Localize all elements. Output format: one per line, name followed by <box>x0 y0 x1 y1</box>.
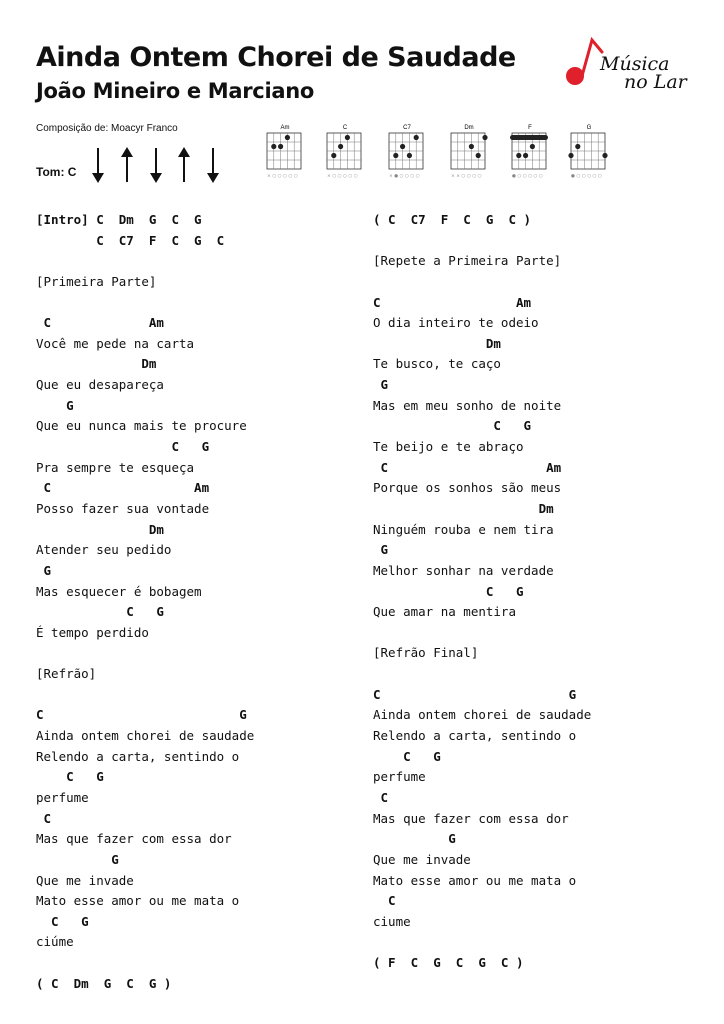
chord-diagram-c7 <box>384 122 430 182</box>
blank-line <box>36 685 254 706</box>
chord-diagram-label: Am <box>280 125 290 131</box>
chord-line: ( C C7 F C G C ) <box>373 212 532 227</box>
musica-no-lar-logo <box>562 34 702 94</box>
string-markers: ● ○ ○ ○ ○ ○ <box>571 174 602 179</box>
string-markers: × × ○ ○ ○ ○ <box>451 174 482 179</box>
chord-line: C G <box>373 418 532 434</box>
chord-line: C G <box>373 686 577 702</box>
song-title: Ainda Ontem Chorei de Saudade <box>36 42 516 73</box>
chord-line: [Intro] C Dm G C G <box>36 212 202 227</box>
chord-line: G <box>36 397 74 413</box>
chord-diagram-label: Dm <box>464 125 474 131</box>
lyric-line: Mas que fazer com essa dor <box>36 831 232 847</box>
blank-line <box>373 932 591 953</box>
song-artist: João Mineiro e Marciano <box>36 79 315 103</box>
blank-line <box>36 643 254 664</box>
chord-line: C G <box>373 583 524 599</box>
chord-line: Dm <box>373 500 554 516</box>
chord-line: C Am <box>36 315 164 331</box>
lyric-line: Melhor sonhar na verdade <box>373 562 554 578</box>
chord-line: C <box>373 893 396 909</box>
chord-line: C G <box>36 439 210 455</box>
lyric-line: [Refrão] <box>36 666 97 682</box>
lyrics-column-right <box>373 210 591 974</box>
string-markers: × ○ ○ ○ ○ ○ <box>267 174 298 179</box>
lyric-line: Ainda ontem chorei de saudade <box>373 707 592 723</box>
blank-line <box>36 293 254 314</box>
lyric-line: Que amar na mentira <box>373 604 516 620</box>
chord-diagram-f <box>507 122 553 182</box>
lyric-line: [Refrão Final] <box>373 645 479 661</box>
chord-diagram-g <box>566 122 612 182</box>
lyric-line: É tempo perdido <box>36 624 149 640</box>
lyric-line: Te beijo e te abraço <box>373 439 524 455</box>
chord-line: C Am <box>373 294 532 310</box>
chord-line: C C7 F C G C <box>36 232 225 248</box>
lyric-line: Relendo a carta, sentindo o <box>373 728 577 744</box>
lyric-line: Mas em meu sonho de noite <box>373 397 562 413</box>
lyric-line: Ninguém rouba e nem tira <box>373 521 554 537</box>
chord-line: C G <box>36 769 104 785</box>
lyric-line: Mato esse amor ou me mata o <box>373 872 577 888</box>
arrow-down-icon <box>203 146 223 184</box>
blank-line <box>373 231 591 252</box>
logo-text-line1: Música <box>600 53 670 75</box>
string-markers: ● ○ ○ ○ ○ ○ <box>512 174 543 179</box>
lyric-line: Porque os sonhos são meus <box>373 480 562 496</box>
chord-line: G <box>373 542 389 558</box>
string-markers: × ● ○ ○ ○ ○ <box>389 174 420 179</box>
arrow-down-icon <box>146 146 166 184</box>
lyric-line: O dia inteiro te odeio <box>373 315 539 331</box>
lyric-line: Ainda ontem chorei de saudade <box>36 728 255 744</box>
key-label: Tom: C <box>36 165 77 179</box>
blank-line <box>36 953 254 974</box>
chord-diagram-label: C7 <box>403 125 411 131</box>
lyric-line: Você me pede na carta <box>36 335 195 351</box>
chord-diagram-label: F <box>528 125 532 131</box>
logo-text-line2: no Lar <box>624 71 687 93</box>
chord-line: ( C Dm G C G ) <box>36 975 172 991</box>
lyric-line: [Repete a Primeira Parte] <box>373 253 562 269</box>
chord-line: G <box>36 562 52 578</box>
lyric-line: Que eu desapareça <box>36 377 164 393</box>
composer-credit: Composição de: Moacyr Franco <box>36 123 178 134</box>
chord-line: G <box>36 851 119 867</box>
chord-line: C Am <box>373 459 562 475</box>
chord-line: C G <box>36 604 164 620</box>
lyric-line: Que me invade <box>373 851 471 867</box>
chord-line: C G <box>373 748 441 764</box>
blank-line <box>373 623 591 644</box>
lyric-line: Que eu nunca mais te procure <box>36 418 247 434</box>
chord-line: C Am <box>36 480 210 496</box>
chord-line: C <box>373 789 389 805</box>
blank-line <box>373 272 591 293</box>
lyrics-column-left <box>36 210 254 994</box>
chord-diagram-label: G <box>586 125 592 131</box>
chord-line: ( F C G C G C ) <box>373 955 524 971</box>
chord-diagram-am <box>262 122 308 182</box>
chord-line: G <box>373 831 456 847</box>
chord-line: C G <box>36 707 247 723</box>
lyric-line: perfume <box>373 769 426 785</box>
string-markers: × ○ ○ ○ ○ ○ <box>327 174 358 179</box>
lyric-line: [Primeira Parte] <box>36 273 157 289</box>
lyric-line: Posso fazer sua vontade <box>36 500 210 516</box>
blank-line <box>36 251 254 272</box>
arrow-up-icon <box>117 146 137 184</box>
chord-line: Dm <box>373 335 501 351</box>
chord-line: Dm <box>36 356 157 372</box>
lyric-line: Atender seu pedido <box>36 542 172 558</box>
chord-diagram-dm <box>446 122 492 182</box>
lyric-line: ciúme <box>36 934 74 950</box>
lyric-line: Mas esquecer é bobagem <box>36 583 202 599</box>
arrow-down-icon <box>88 146 108 184</box>
lyric-line: Que me invade <box>36 872 134 888</box>
arrow-up-icon <box>174 146 194 184</box>
lyric-line: Mato esse amor ou me mata o <box>36 893 240 909</box>
chord-diagram-label: C <box>342 125 348 131</box>
lyric-line: Te busco, te caço <box>373 356 501 372</box>
chord-diagram-c <box>322 122 368 182</box>
blank-line <box>373 664 591 685</box>
chord-line: Dm <box>36 521 164 537</box>
lyric-line: perfume <box>36 789 89 805</box>
chord-line: G <box>373 377 389 393</box>
chord-line: C G <box>36 913 89 929</box>
chord-line: C <box>36 810 52 826</box>
lyric-line: Relendo a carta, sentindo o <box>36 748 240 764</box>
lyric-line: ciume <box>373 913 411 929</box>
lyric-line: Pra sempre te esqueça <box>36 459 195 475</box>
lyric-line: Mas que fazer com essa dor <box>373 810 569 826</box>
music-note-icon <box>566 40 602 85</box>
